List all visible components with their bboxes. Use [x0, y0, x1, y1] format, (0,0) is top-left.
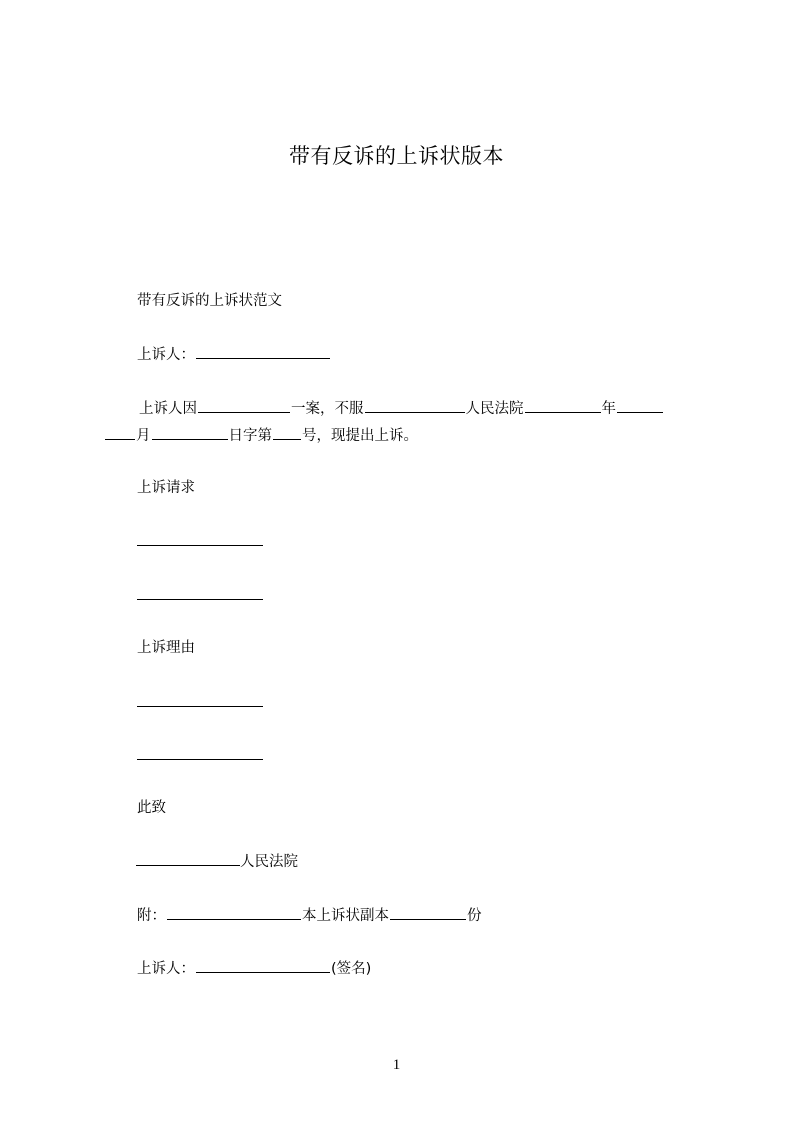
court-suffix: 人民法院 — [240, 854, 298, 870]
copies-blank — [390, 905, 466, 920]
reason-blank-1 — [137, 692, 263, 707]
court-name-blank — [136, 851, 240, 866]
attachment-line — [137, 905, 482, 926]
attachment-end: 份 — [467, 908, 482, 924]
para-text-7: 号，现提出上诉。 — [302, 428, 418, 444]
attachment-label: 附： — [137, 908, 166, 924]
reason-line-1 — [137, 692, 263, 713]
request-line-1 — [137, 531, 263, 552]
subtitle: 带有反诉的上诉状范文 — [137, 293, 282, 309]
attachment-middle: 本上诉状副本 — [302, 908, 389, 924]
number-blank — [273, 425, 301, 440]
request-blank-1 — [137, 531, 263, 546]
document-title: 带有反诉的上诉状版本 — [289, 144, 504, 168]
para-text-1: 上诉人因 — [139, 401, 197, 417]
year-blank — [525, 398, 601, 413]
request-line-2 — [137, 585, 263, 606]
reason-blank-2 — [137, 745, 263, 760]
appellant-label: 上诉人： — [137, 347, 195, 363]
para-text-2: 一案，不服 — [291, 401, 364, 417]
month-blank-part2 — [105, 425, 135, 440]
request-blank-2 — [137, 585, 263, 600]
case-paragraph-line2 — [104, 425, 418, 446]
signature-blank — [196, 958, 330, 973]
month-blank-part1 — [617, 398, 663, 413]
para-text-4: 年 — [601, 401, 616, 417]
closing: 此致 — [137, 800, 166, 816]
para-text-6: 日字第 — [228, 428, 272, 444]
day-blank — [152, 425, 228, 440]
para-text-3: 人民法院 — [465, 401, 524, 417]
signature-suffix: (签名) — [331, 961, 372, 977]
para-text-5: 月 — [136, 428, 151, 444]
request-heading: 上诉请求 — [137, 480, 195, 496]
appellant-blank — [196, 344, 330, 359]
signature-line — [137, 958, 371, 979]
court-line — [136, 851, 298, 872]
reason-heading: 上诉理由 — [137, 640, 195, 656]
page-number: 1 — [392, 1057, 401, 1073]
court-blank — [365, 398, 465, 413]
case-blank — [198, 398, 290, 413]
signature-label: 上诉人： — [137, 961, 195, 977]
reason-line-2 — [137, 745, 263, 766]
case-paragraph-line1 — [139, 398, 664, 419]
attachment-count-blank — [167, 905, 301, 920]
appellant-line — [137, 344, 331, 365]
